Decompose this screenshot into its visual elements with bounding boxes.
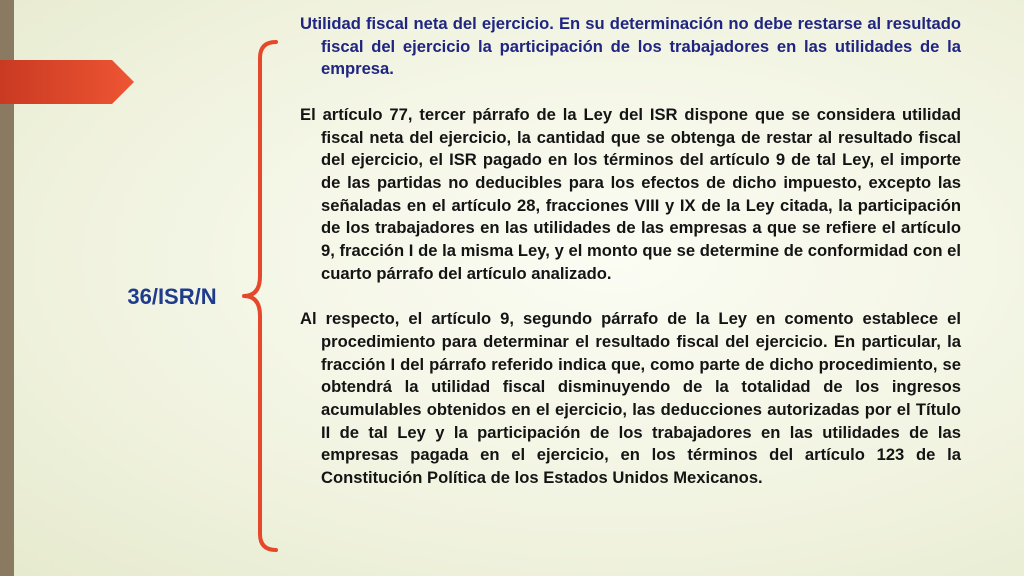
red-arrow-icon [0, 60, 134, 104]
slide-label: 36/ISR/N [127, 284, 217, 309]
paragraph-heading: Utilidad fiscal neta del ejercicio. En su determinación no debe restarse al resultado fiscal del ejercicio la participación de los trabajadores en las utilidades de la empresa. [300, 14, 961, 79]
paragraph-article-9: Al respecto, el artículo 9, segundo párrafo de la Ley en comento establece el procedimiento para determinar el resultado fiscal del ejercicio. En particular, la fracción I del párrafo referido indica que, como parte de dicho procedimiento, se obtendrá la utilidad fiscal disminuyendo de la totalidad de los ingresos acumulables obtenidos en el ejercicio, las deducciones autorizadas por el Título II de tal Ley y la participación de los trabajadores en las utilidades de las empresas pagada en el ejercicio, en los términos del artículo 123 de la Constitución Política de los Estados Unidos Mexicanos. [300, 309, 961, 488]
paragraph-article-77: El artículo 77, tercer párrafo de la Ley del ISR dispone que se considera utilidad fiscal neta del ejercicio, la cantidad que se obtenga de restar al resultado fiscal del ejercicio, el ISR pagado en los términos del artículo 9 de tal Ley, el importe de las partidas no deducibles para los efectos de dicho impuesto, excepto las señaladas en el artículo 28, fracciones VIII y IX de la Ley citada, la participación de los trabajadores en las utilidades de las empresas a que se refiere el artículo 9, fracción I de la misma Ley, y el monto que se determine de conformidad con el cuarto párrafo del artículo analizado. [300, 104, 961, 283]
content-text [300, 13, 961, 490]
curly-bracket-icon [238, 38, 278, 554]
